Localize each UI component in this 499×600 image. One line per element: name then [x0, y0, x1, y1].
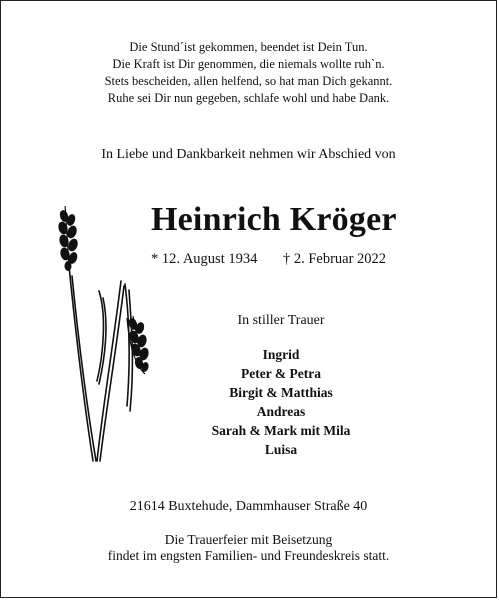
mourning-label: In stiller Trauer [237, 313, 325, 328]
family-member: Peter & Petra [241, 366, 321, 381]
birth-date: * 12. August 1934 [151, 251, 258, 267]
address: 21614 Buxtehude, Dammhauser Straße 40 [129, 499, 368, 514]
family-member: Luisa [264, 442, 298, 457]
family-member: Birgit & Matthias [229, 385, 333, 400]
wheat-ears-icon [41, 206, 166, 471]
deceased-name: Heinrich Kröger [151, 201, 397, 238]
life-dates [151, 251, 386, 268]
ceremony-line: Die Trauerfeier mit Beisetzung [164, 532, 333, 547]
poem [1, 39, 496, 107]
ceremony-line: findet im engsten Familien- und Freundeskreis statt. [107, 548, 390, 563]
poem-line: Ruhe sei Dir nun gegeben, schlafe wohl und habe Dank. [107, 91, 390, 105]
family-member: Andreas [256, 404, 306, 419]
farewell-intro: In Liebe und Dankbarkeit nehmen wir Abschied von [101, 147, 396, 162]
family-list [181, 345, 381, 459]
death-date: † 2. Februar 2022 [282, 251, 387, 267]
ceremony-note [1, 532, 496, 564]
poem-line: Stets bescheiden, allen helfend, so hat man Dich gekannt. [104, 74, 393, 88]
family-member: Sarah & Mark mit Mila [211, 423, 351, 438]
poem-line: Die Kraft ist Dir genommen, die niemals wollte ruh`n. [112, 57, 385, 71]
poem-line: Die Stund´ist gekommen, beendet ist Dein Tun. [129, 40, 368, 54]
family-member: Ingrid [262, 347, 300, 362]
